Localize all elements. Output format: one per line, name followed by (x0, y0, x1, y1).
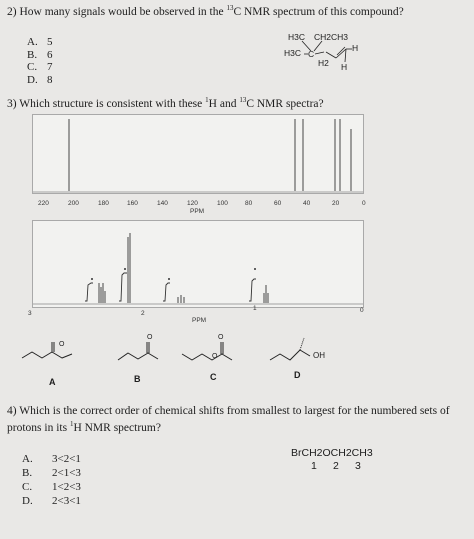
q2-structure (284, 32, 374, 82)
c13-tick-label: 20 (332, 200, 340, 207)
option-letter: A. (22, 453, 33, 465)
question-text: How many signals would be observed in the (19, 5, 227, 18)
option-letter: B. (27, 48, 38, 61)
proton-set-number: 1 (311, 460, 317, 472)
oxygen-label: O (218, 334, 224, 341)
question-4-prompt (7, 405, 469, 435)
h-label: H (352, 43, 359, 53)
c13-tick-label: 120 (187, 200, 198, 207)
h1-tick-label: 1 (253, 305, 257, 312)
formula-text: BrCH2OCH2CH3 (291, 447, 373, 459)
superscript: 1 (205, 96, 209, 104)
question-2-prompt (7, 4, 404, 18)
h3c-label: H3C (288, 32, 306, 42)
option-letter: A. (27, 36, 38, 48)
option-c[interactable] (22, 480, 81, 494)
oxygen-label: O (147, 334, 153, 341)
choice-a-label[interactable]: A (49, 377, 56, 387)
structure-bonds (284, 32, 374, 82)
choice-c-label[interactable]: C (210, 372, 217, 382)
question-text: Which structure is consistent with these (19, 97, 206, 110)
h1-tick-label: 2 (141, 310, 145, 317)
option-value: 1<2<3 (52, 481, 81, 493)
option-b[interactable] (22, 466, 81, 480)
answer-structures (0, 328, 474, 388)
c13-tick-label: 140 (157, 200, 168, 207)
choice-b-label[interactable]: B (134, 374, 141, 384)
question-3-prompt (7, 96, 324, 110)
h2-label: H2 (318, 58, 329, 68)
c13-tick-label: 200 (68, 200, 79, 207)
proton-set-number: 3 (355, 460, 361, 472)
c13-spectrum (32, 114, 364, 194)
superscript: 13 (239, 96, 247, 104)
oh-label: OH (313, 351, 325, 360)
choice-d-label[interactable]: D (294, 370, 301, 380)
question-text: C NMR spectrum of this compound? (233, 5, 404, 18)
option-letter: B. (22, 467, 33, 479)
h1-tick-label: 3 (28, 310, 32, 317)
option-value: 2<3<1 (52, 495, 81, 507)
carbon-label: C (308, 49, 315, 59)
c13-tick-label: 100 (217, 200, 228, 207)
question-number: 3) (7, 97, 17, 110)
question-text: C NMR spectra? (246, 97, 324, 110)
h1-axis-unit: PPM (192, 317, 207, 324)
c13-tick-label: 180 (98, 200, 109, 207)
c13-tick-label: 60 (274, 200, 282, 207)
h1-spectrum-peaks (33, 221, 363, 307)
option-c[interactable] (27, 61, 53, 74)
question-2-options (27, 36, 53, 86)
option-value: 7 (47, 61, 53, 73)
h-label: H (341, 62, 348, 72)
option-a[interactable] (22, 452, 81, 466)
superscript: 13 (226, 4, 234, 12)
option-value: 3<2<1 (52, 453, 81, 465)
h1-axis (28, 305, 373, 329)
c13-axis (32, 197, 377, 219)
option-value: 8 (47, 73, 53, 86)
question-number: 2) (7, 5, 17, 18)
option-letter: D. (27, 73, 38, 86)
h1-tick-label: 0 (360, 307, 364, 314)
option-value: 6 (47, 48, 53, 61)
proton-set-number: 2 (333, 460, 339, 472)
option-d[interactable] (27, 74, 53, 87)
c13-tick-label: 40 (303, 200, 311, 207)
c13-tick-label: 160 (127, 200, 138, 207)
option-letter: C. (22, 481, 33, 493)
oxygen-label: O (59, 341, 65, 348)
oxygen-label: O (212, 353, 218, 360)
c13-spectrum-peaks (33, 115, 363, 193)
question-4-options (22, 452, 81, 508)
option-d[interactable] (22, 494, 81, 508)
option-value: 2<1<3 (52, 467, 81, 479)
question-text: protons in its (7, 421, 70, 434)
option-letter: D. (22, 495, 33, 507)
c13-tick-label: 80 (245, 200, 253, 207)
c13-tick-label: 0 (362, 200, 366, 207)
option-a[interactable] (27, 36, 53, 49)
question-number: 4) (7, 405, 17, 417)
h3c-label: H3C (284, 48, 302, 58)
q4-formula (291, 447, 373, 471)
option-letter: C. (27, 61, 38, 73)
c13-tick-label: 220 (38, 200, 49, 207)
c13-axis-unit: PPM (190, 208, 205, 215)
option-value: 5 (47, 36, 53, 48)
question-text: H NMR spectrum? (73, 421, 161, 434)
ch2ch3-label: CH2CH3 (314, 32, 349, 42)
h1-spectrum (32, 220, 364, 308)
superscript: 1 (69, 420, 74, 428)
question-text: H and (208, 97, 240, 110)
option-b[interactable] (27, 49, 53, 62)
question-text: Which is the correct order of chemical shifts from smallest to largest for the numbered sets of (19, 405, 450, 417)
